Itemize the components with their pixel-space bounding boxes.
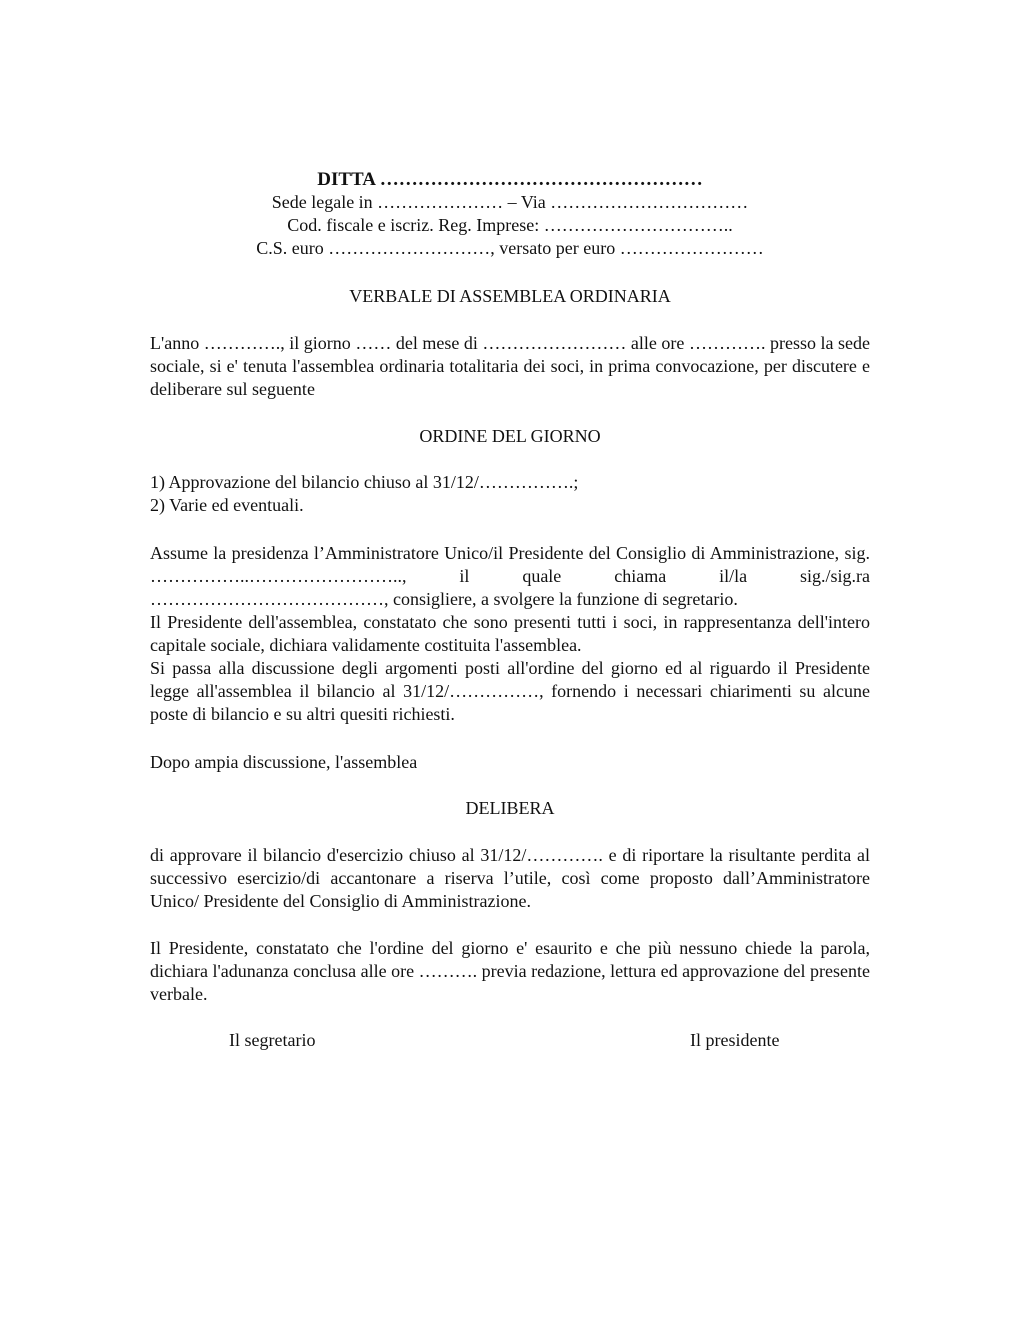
discussion-paragraph: Si passa alla discussione degli argomenti posti all'ordine del giorno ed al riguardo il Presidente legge all'assemblea il bilancio al 31/12/……………, fornendo i necessari chiarimenti su alcune poste di bilancio e su altri quesiti richiesti. [150,658,870,724]
intro-paragraph [150,332,870,401]
document-title: VERBALE DI ASSEMBLEA ORDINARIA [349,286,671,306]
company-name: DITTA …………………………………………… [317,169,703,190]
share-capital: C.S. euro ………………………, versato per euro …………………… [256,238,764,258]
secretary-signature-label: Il segretario [229,1030,316,1050]
resolution-paragraph [150,844,870,913]
minutes-body [150,542,870,726]
president-signature-label: Il presidente [690,1030,780,1050]
after-discussion-text: Dopo ampia discussione, l'assemblea [150,752,418,772]
resolution-text: di approvare il bilancio d'esercizio chiuso al 31/12/…………. e di riportare la risultante perdita al successivo esercizio/di accantonare a riserva l’utile, così come proposto dall’Amministratore Unico/ Presidente del Consiglio di Amministrazione. [150,845,870,911]
quorum-paragraph: Il Presidente dell'assemblea, constatato che sono presenti tutti i soci, in rappresentanza dell'intero capitale sociale, dichiara validamente costituita l'assemblea. [150,612,870,655]
company-header [0,168,1020,260]
registered-office: Sede legale in ………………… – Via …………………………… [271,192,749,212]
after-discussion [150,751,870,774]
closing-paragraph [150,937,870,1006]
agenda-heading: ORDINE DEL GIORNO [419,426,601,446]
resolution-heading: DELIBERA [465,798,555,818]
agenda-item: 2) Varie ed eventuali. [150,495,304,515]
presidency-paragraph: Assume la presidenza l’Amministratore Unico/il Presidente del Consiglio di Amministrazione, sig. ……………..…………………….., il quale chiama il/la sig./sig.ra …………………………………, consigliere, a svolgere la funzione di segretario. [150,543,870,609]
agenda-list [150,471,870,517]
intro-text: L'anno …………., il giorno …… del mese di …………………… alle ore …………. presso la sede sociale, si e' tenuta l'assemblea ordinaria totalitaria dei soci, in prima convocazione, per discutere e deliberare sul seguente [150,333,870,399]
closing-text: Il Presidente, constatato che l'ordine del giorno e' esaurito e che più nessuno chiede la parola, dichiara l'adunanza conclusa alle ore ………. previa redazione, lettura ed approvazione del presente verbale. [150,938,870,1004]
agenda-item: 1) Approvazione del bilancio chiuso al 31/12/…………….; [150,472,579,492]
tax-code-register: Cod. fiscale e iscriz. Reg. Imprese: ………………………….. [287,215,733,235]
